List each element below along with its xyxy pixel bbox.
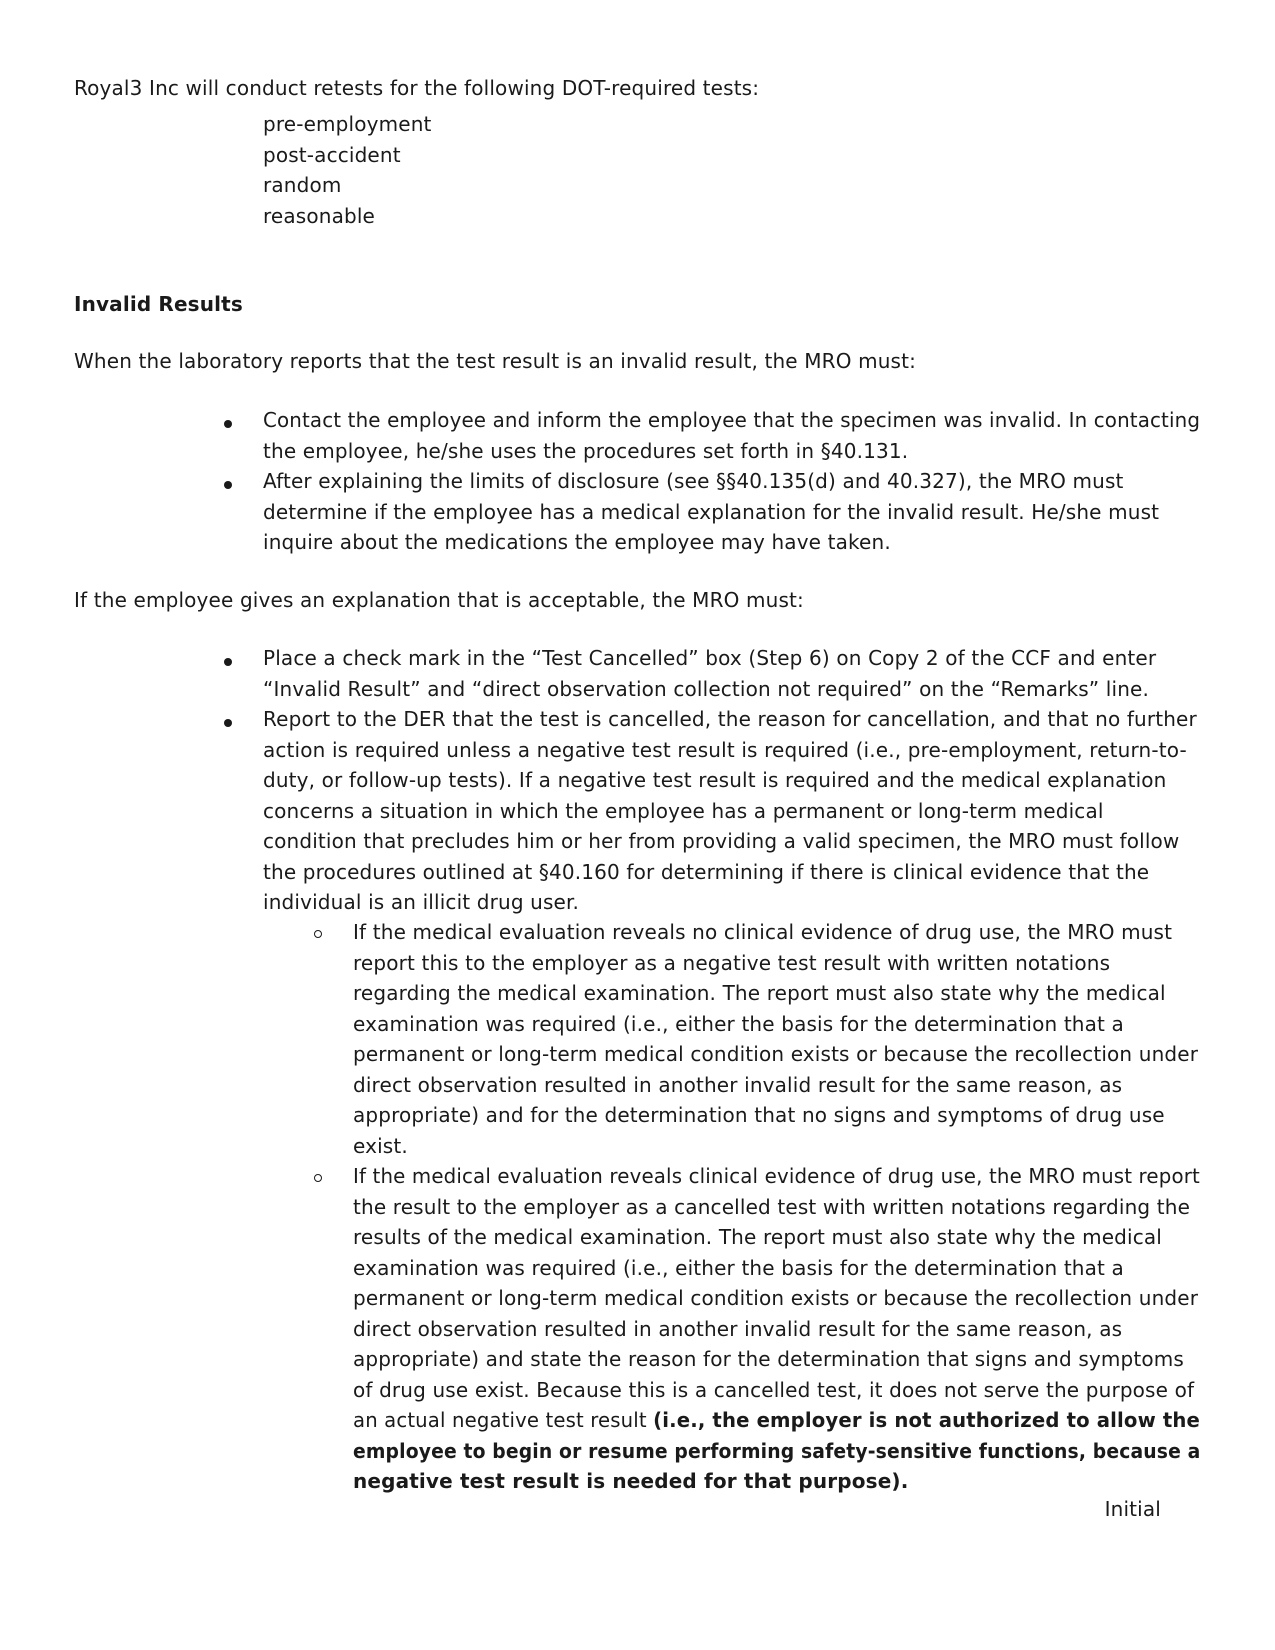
test-type-item: post-accident bbox=[263, 143, 401, 167]
paragraph: When the laboratory reports that the test result is an invalid result, the MRO must: bbox=[74, 349, 917, 373]
bullet-text-line: Contact the employee and inform the employee that the specimen was invalid. In contacting bbox=[263, 408, 1201, 432]
bullet-marker bbox=[224, 658, 232, 666]
paragraph: If the employee gives an explanation that is acceptable, the MRO must: bbox=[74, 588, 804, 612]
sub-bullet-text-line: results of the medical examination. The report must also state why the medical bbox=[353, 1225, 1162, 1249]
bold-text: (i.e., the employer is not authorized to allow the bbox=[653, 1408, 1201, 1432]
bullet-marker bbox=[224, 719, 232, 727]
bullet-text-line: the procedures outlined at §40.160 for determining if there is clinical evidence that the bbox=[263, 860, 1150, 884]
plain-text: an actual negative test result bbox=[353, 1408, 654, 1432]
sub-bullet-text-line: exist. bbox=[353, 1134, 408, 1158]
test-type-item: pre-employment bbox=[263, 112, 432, 136]
sub-bullet-text-line: examination was required (i.e., either the basis for the determination that a bbox=[353, 1012, 1124, 1036]
sub-bullet-text-line: If the medical evaluation reveals clinical evidence of drug use, the MRO must report bbox=[353, 1164, 1200, 1188]
bullet-text-line: individual is an illicit drug user. bbox=[263, 890, 580, 914]
bullet-text-line: Place a check mark in the “Test Cancelled” box (Step 6) on Copy 2 of the CCF and enter bbox=[263, 646, 1157, 670]
sub-bullet-text-line: permanent or long-term medical condition exists or because the recollection under bbox=[353, 1286, 1199, 1310]
bullet-text-line: Report to the DER that the test is cancelled, the reason for cancellation, and that no further bbox=[263, 707, 1197, 731]
sub-bullet-text-line: appropriate) and for the determination that no signs and symptoms of drug use bbox=[353, 1103, 1165, 1127]
sub-bullet-text-line: the result to the employer as a cancelled test with written notations regarding the bbox=[353, 1195, 1191, 1219]
bullet-text-line: action is required unless a negative test result is required (i.e., pre-employment, return-to- bbox=[263, 738, 1187, 762]
bullet-text-line: duty, or follow-up tests). If a negative test result is required and the medical explanation bbox=[263, 768, 1167, 792]
sub-bullet-text-line: regarding the medical examination. The report must also state why the medical bbox=[353, 981, 1166, 1005]
test-type-item: random bbox=[263, 173, 342, 197]
bullet-text-line: determine if the employee has a medical explanation for the invalid result. He/she must bbox=[263, 500, 1160, 524]
test-type-item: reasonable bbox=[263, 204, 375, 228]
bullet-text-line: condition that precludes him or her from providing a valid specimen, the MRO must follow bbox=[263, 829, 1180, 853]
bullet-marker bbox=[224, 481, 232, 489]
intro-text: Royal3 Inc will conduct retests for the following DOT-required tests: bbox=[74, 76, 760, 100]
bullet-text-line: After explaining the limits of disclosure (see §§40.135(d) and 40.327), the MRO must bbox=[263, 469, 1124, 493]
footer-initial: Initial bbox=[1104, 1497, 1161, 1521]
bold-text-line: negative test result is needed for that purpose). bbox=[353, 1469, 909, 1493]
bullet-marker bbox=[224, 420, 232, 428]
bold-text-line: employee to begin or resume performing safety-sensitive functions, because a bbox=[353, 1439, 1201, 1463]
sub-bullet-marker bbox=[314, 930, 322, 938]
bullet-text-line: concerns a situation in which the employee has a permanent or long-term medical bbox=[263, 799, 1104, 823]
bullet-text-line: inquire about the medications the employee may have taken. bbox=[263, 530, 891, 554]
sub-bullet-text-line: direct observation resulted in another invalid result for the same reason, as bbox=[353, 1073, 1123, 1097]
section-heading: Invalid Results bbox=[74, 292, 243, 316]
sub-bullet-text-line: of drug use exist. Because this is a cancelled test, it does not serve the purpose of bbox=[353, 1378, 1195, 1402]
bullet-text-line: “Invalid Result” and “direct observation collection not required” on the “Remarks” line. bbox=[263, 677, 1150, 701]
bullet-text-line: the employee, he/she uses the procedures set forth in §40.131. bbox=[263, 439, 909, 463]
sub-bullet-text-line: examination was required (i.e., either the basis for the determination that a bbox=[353, 1256, 1124, 1280]
sub-bullet-text-line: permanent or long-term medical condition exists or because the recollection under bbox=[353, 1042, 1199, 1066]
sub-bullet-text-line: If the medical evaluation reveals no clinical evidence of drug use, the MRO must bbox=[353, 920, 1173, 944]
sub-bullet-marker bbox=[314, 1174, 322, 1182]
sub-bullet-text-line: direct observation resulted in another invalid result for the same reason, as bbox=[353, 1317, 1123, 1341]
sub-bullet-text-line: report this to the employer as a negative test result with written notations bbox=[353, 951, 1111, 975]
sub-bullet-text-line bbox=[353, 1408, 1200, 1432]
sub-bullet-text-line: appropriate) and state the reason for the determination that signs and symptoms bbox=[353, 1347, 1184, 1371]
